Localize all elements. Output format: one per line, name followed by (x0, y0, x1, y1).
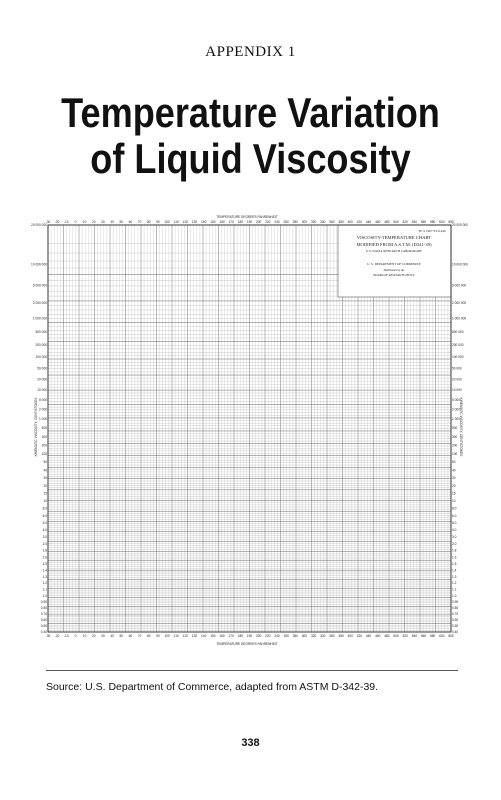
y-tick-label-right: 15 (452, 491, 456, 496)
y-tick-label-left: 0.90 (40, 599, 47, 604)
y-tick-label-left: 1.4 (42, 568, 47, 573)
y-tick-label-left: 0.70 (40, 612, 47, 617)
x-tick-label-top: 130 (191, 220, 198, 224)
x-tick-label-top: 20 (92, 220, 96, 224)
y-tick-label-right: 1.0 (452, 593, 457, 598)
x-tick-label-top: 150 (210, 220, 216, 224)
title-line-2: of Liquid Viscosity (90, 135, 411, 182)
legend-office: BOARD OF RESEARCH OFFICE (373, 273, 415, 277)
y-tick-label-left: 200 (41, 443, 47, 448)
x-tick-label-bottom: -20 (54, 634, 60, 638)
y-tick-label-left: 1.8 (42, 548, 47, 553)
x-tick-label-bottom: 90 (156, 634, 160, 638)
x-tick-label-top: 650 (448, 220, 454, 224)
y-tick-label-left: 1.5 (42, 561, 47, 566)
x-tick-label-top: 300 (301, 220, 308, 224)
source-divider (46, 670, 458, 671)
y-tick-label-right: 5 000 000 (452, 283, 467, 288)
y-tick-label-left: 500 000 (35, 330, 47, 335)
x-tick-label-bottom: 400 (347, 634, 353, 638)
y-tick-label-left: 10 000 000 (31, 262, 47, 267)
y-tick-label-right: 5.0 (452, 520, 457, 525)
x-tick-label-bottom: 100 (164, 634, 170, 638)
y-tick-label-left: 0.50 (40, 624, 47, 629)
x-tick-label-bottom: 150 (210, 634, 216, 638)
y-tick-label-right: 1.6 (452, 555, 457, 560)
y-tick-label-left: 15 (43, 491, 47, 496)
y-tick-label-left: 1.0 (42, 593, 47, 598)
x-tick-label-bottom: 190 (246, 634, 253, 638)
x-tick-label-top: 60 (128, 220, 133, 224)
legend-stamp: TP-S 1967 Y3-0,240 (418, 229, 446, 233)
x-tick-label-bottom: 320 (310, 634, 317, 638)
x-tick-label-top: 500 (393, 220, 399, 224)
x-ticks-bottom (46, 634, 454, 638)
y-tick-label-left: 2 000 (39, 407, 47, 412)
x-tick-label-top: 70 (137, 220, 142, 224)
x-tick-label-bottom: 650 (448, 634, 454, 638)
y-tick-label-right: 20 (452, 483, 456, 488)
y-tick-label-left: 5 000 000 (32, 283, 47, 288)
x-tick-label-top: 580 (430, 220, 436, 224)
x-tick-label-bottom: 50 (119, 634, 124, 638)
y-tick-label-left: 40 (43, 468, 47, 473)
x-tick-label-top: 100 (164, 220, 170, 224)
x-tick-label-top: 0 (74, 220, 77, 224)
y-tick-label-right: 6.0 (452, 513, 457, 518)
y-tick-label-left: 100 000 (35, 355, 47, 360)
y-tick-label-left: 3.0 (42, 534, 47, 539)
y-tick-label-left: 300 (41, 434, 47, 439)
y-tick-label-right: 0.70 (452, 612, 459, 617)
y-tick-label-right: 40 (452, 468, 456, 473)
x-tick-label-top: -10 (64, 220, 69, 224)
x-tick-label-top: 120 (182, 220, 189, 224)
source-note: Source: U.S. Department of Commerce, adapted from ASTM D-342-39. (46, 681, 379, 693)
y-tick-label-left: 2.0 (42, 541, 47, 546)
y-tick-label-right: 2 000 000 (452, 301, 467, 306)
y-tick-label-right: 1.1 (452, 587, 457, 592)
y-tick-label-right: 500 000 (452, 330, 464, 335)
y-tick-label-right: 200 (452, 443, 458, 448)
y-tick-label-left: 200 000 (35, 343, 47, 348)
x-tick-label-top: 90 (156, 220, 160, 224)
x-tick-label-bottom: 340 (320, 634, 326, 638)
x-tick-label-bottom: 40 (110, 634, 114, 638)
y-tick-label-right: 0.50 (452, 624, 459, 629)
y-tick-label-right: 3.0 (452, 534, 457, 539)
y-tick-label-left: 10 (43, 499, 47, 504)
x-tick-label-top: 360 (329, 220, 335, 224)
y-tick-label-left: 0.60 (40, 618, 47, 623)
x-tick-label-bottom: -30 (45, 634, 51, 638)
y-tick-label-left: 100 (41, 451, 47, 456)
y-tick-label-left: 5 000 (39, 397, 47, 402)
chart-svg (30, 212, 468, 652)
x-tick-label-bottom: 180 (237, 634, 244, 638)
x-tick-label-bottom: 30 (101, 634, 105, 638)
y-tick-label-right: 50 (452, 460, 456, 465)
y-tick-label-right: 50 000 (452, 366, 462, 371)
y-tick-label-left: 0.40 (40, 630, 47, 634)
x-tick-label-bottom: 60 (128, 634, 133, 638)
x-tick-label-top: 30 (101, 220, 105, 224)
x-tick-label-bottom: 480 (384, 634, 390, 638)
x-tick-label-bottom: 440 (365, 634, 372, 638)
y-tick-label-left: 4.0 (42, 527, 47, 532)
x-tick-label-top: 480 (384, 220, 390, 224)
x-tick-label-bottom: 120 (182, 634, 189, 638)
viscosity-temperature-chart (30, 212, 468, 652)
x-tick-label-bottom: 300 (301, 634, 308, 638)
y-tick-label-left: 0.80 (40, 606, 47, 611)
x-ticks-top (46, 220, 454, 224)
x-tick-label-top: 140 (201, 220, 207, 224)
x-tick-label-bottom: 0 (74, 634, 77, 638)
x-tick-label-top: 10 (82, 220, 87, 224)
page-number: 338 (241, 737, 260, 749)
y-tick-label-right: 0.60 (452, 618, 459, 623)
x-tick-label-bottom: 130 (191, 634, 198, 638)
y-tick-label-left: 1.6 (42, 555, 47, 560)
legend-dept: U. S. DEPARTMENT OF COMMERCE (367, 262, 421, 266)
y-tick-label-right: 10 (452, 499, 456, 504)
y-tick-label-left: 10 000 (37, 387, 47, 392)
top-axis-label: TEMPERATURE DEGREES FAHRENHEIT (216, 215, 278, 219)
y-tick-label-left: 2 000 000 (32, 301, 47, 306)
x-tick-label-top: 110 (173, 220, 179, 224)
y-tick-label-right: 2.0 (452, 541, 457, 546)
chart-legend-box (338, 225, 451, 297)
y-tick-label-right: 0.90 (452, 599, 459, 604)
y-tick-label-right: 0.80 (452, 606, 459, 611)
y-tick-label-right: 1 000 000 (452, 316, 467, 321)
x-tick-label-bottom: 200 (255, 634, 262, 638)
x-tick-label-top: 260 (283, 220, 289, 224)
x-tick-label-top: 340 (320, 220, 326, 224)
y-tick-label-right: 1 000 (452, 416, 460, 421)
x-tick-label-bottom: 170 (228, 634, 234, 638)
x-tick-label-top: 280 (292, 220, 298, 224)
y-tick-label-left: 1 000 000 (32, 316, 47, 321)
x-tick-label-top: 460 (375, 220, 381, 224)
x-tick-label-top: 540 (411, 220, 418, 224)
x-tick-label-bottom: 360 (329, 634, 335, 638)
x-tick-label-top: 170 (228, 220, 234, 224)
x-tick-label-top: 440 (365, 220, 372, 224)
y-tick-label-right: 100 000 (452, 355, 464, 360)
y-tick-label-left: 500 (41, 425, 47, 430)
y-tick-label-right: 10 000 (452, 387, 462, 392)
x-tick-label-top: 40 (110, 220, 114, 224)
legend-title-1: VISCOSITY-TEMPERATURE CHART (356, 235, 432, 240)
x-tick-label-bottom: 20 (92, 634, 96, 638)
x-tick-label-top: 160 (219, 220, 225, 224)
x-tick-label-top: 520 (402, 220, 408, 224)
y-tick-label-right: 1.4 (452, 568, 457, 573)
y-tick-label-left: 50 000 (37, 366, 47, 371)
y-tick-label-left: 1.2 (42, 581, 47, 586)
x-tick-label-bottom: 580 (430, 634, 436, 638)
x-tick-label-bottom: 160 (219, 634, 225, 638)
y-tick-label-right: 1.2 (452, 581, 457, 586)
y-tick-label-right: 5 000 (452, 397, 460, 402)
x-tick-label-top: 220 (265, 220, 271, 224)
y-tick-label-right: 300 (452, 434, 458, 439)
y-tick-label-right: 4.0 (452, 527, 457, 532)
y-tick-label-left: 20 000 000 (31, 223, 47, 227)
y-tick-label-left: 50 (43, 460, 47, 465)
y-tick-label-right: 20 000 000 (452, 223, 468, 227)
right-axis-label: KINEMATIC VISCOSITY, CENTISTOKES (459, 397, 463, 457)
x-tick-label-top: 400 (347, 220, 353, 224)
x-tick-label-top: 180 (237, 220, 244, 224)
y-tick-label-left: 1.1 (42, 587, 47, 592)
x-tick-label-top: 420 (356, 220, 363, 224)
x-tick-label-bottom: 380 (338, 634, 344, 638)
x-tick-label-top: 190 (246, 220, 253, 224)
page-title (35, 90, 466, 182)
left-axis-label: KINEMATIC VISCOSITY, CENTISTOKES (34, 397, 38, 457)
y-tick-label-left: 20 000 (37, 377, 47, 382)
bottom-axis-label: TEMPERATURE DEGREES FAHRENHEIT (216, 642, 278, 646)
x-tick-label-bottom: 70 (137, 634, 142, 638)
y-tick-label-right: 0.40 (452, 630, 459, 634)
x-tick-label-bottom: 110 (173, 634, 179, 638)
x-tick-label-bottom: 600 (439, 634, 445, 638)
x-tick-label-top: 320 (310, 220, 317, 224)
x-tick-label-top: 560 (420, 220, 427, 224)
x-tick-label-top: 80 (146, 220, 151, 224)
x-tick-label-top: -30 (45, 220, 51, 224)
y-tick-label-right: 1.5 (452, 561, 457, 566)
x-tick-label-top: 50 (119, 220, 124, 224)
x-tick-label-bottom: 240 (274, 634, 280, 638)
legend-dist: Distributed by the (383, 268, 405, 272)
y-tick-label-left: 5.0 (42, 520, 47, 525)
x-tick-label-bottom: 520 (402, 634, 408, 638)
x-tick-label-bottom: 540 (411, 634, 418, 638)
y-tick-label-left: 20 (43, 483, 47, 488)
x-tick-label-bottom: 260 (283, 634, 289, 638)
x-tick-label-top: 240 (274, 220, 280, 224)
y-tick-label-right: 8.0 (452, 506, 457, 511)
y-tick-label-right: 10 000 000 (452, 262, 468, 267)
x-tick-label-bottom: 460 (375, 634, 381, 638)
legend-title-2: MODIFIED FROM A.S.T.M. (D341-39) (356, 242, 432, 247)
x-tick-label-top: 600 (439, 220, 445, 224)
y-tick-label-right: 200 000 (452, 343, 464, 348)
y-tick-label-right: 1.3 (452, 574, 457, 579)
y-tick-label-right: 30 (452, 476, 456, 481)
x-tick-label-bottom: 420 (356, 634, 363, 638)
y-tick-label-right: 2 000 (452, 407, 460, 412)
x-tick-label-bottom: 80 (146, 634, 151, 638)
x-tick-label-bottom: -10 (64, 634, 69, 638)
x-tick-label-bottom: 560 (420, 634, 427, 638)
y-tick-label-left: 1 000 (39, 416, 47, 421)
x-tick-label-bottom: 220 (265, 634, 271, 638)
y-tick-label-left: 1.3 (42, 574, 47, 579)
y-tick-label-right: 1.8 (452, 548, 457, 553)
x-tick-label-bottom: 280 (292, 634, 298, 638)
appendix-label: APPENDIX 1 (205, 44, 296, 60)
x-tick-label-bottom: 10 (82, 634, 87, 638)
y-tick-label-left: 30 (43, 476, 47, 481)
x-tick-label-top: -20 (54, 220, 60, 224)
title-line-1: Temperature Variation (61, 89, 440, 136)
x-tick-label-bottom: 140 (201, 634, 207, 638)
y-tick-label-left: 8.0 (42, 506, 47, 511)
x-tick-label-bottom: 500 (393, 634, 399, 638)
x-tick-label-top: 200 (255, 220, 262, 224)
y-tick-label-right: 20 000 (452, 377, 462, 382)
y-tick-label-left: 6.0 (42, 513, 47, 518)
x-tick-label-top: 380 (338, 220, 344, 224)
y-tick-label-right: 500 (452, 425, 458, 430)
y-tick-label-right: 100 (452, 451, 458, 456)
legend-lab: U.S. NAVAL RESEARCH LABORATORY (365, 249, 423, 253)
